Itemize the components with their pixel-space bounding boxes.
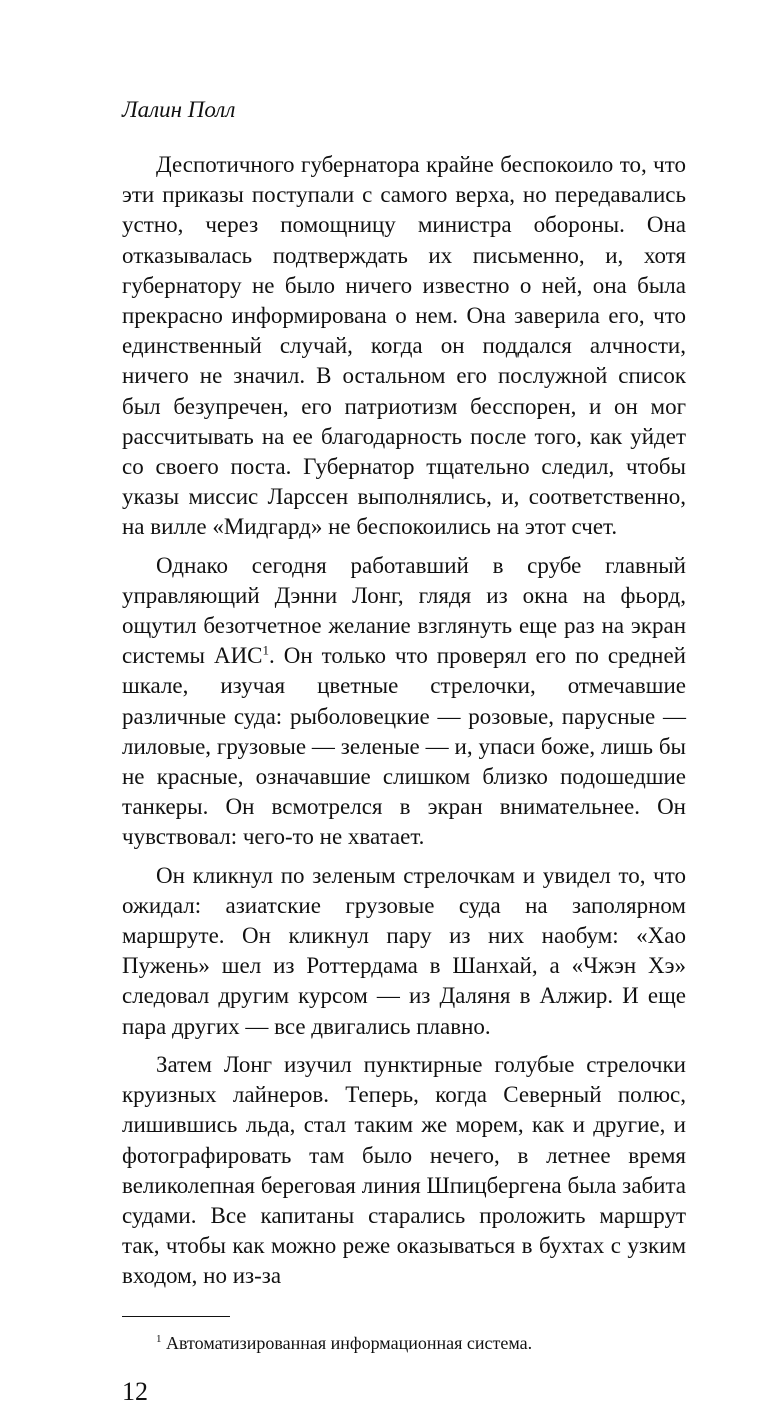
paragraph-2-text-start: Однако сегодня работавший в срубе главный управляющий Дэнни Лонг, глядя из окна на фьорд, ощутил безотчетное желание взглянуть еще раз на экран системы АИС: [122, 552, 686, 669]
footnote-mark: 1: [156, 1332, 162, 1345]
running-title: Лалин Полл: [122, 97, 236, 122]
paragraph-2: [122, 551, 686, 853]
paragraph-3: Он кликнул по зеленым стрелочкам и увидел то, что ожидал: азиатские грузовые суда на заполярном маршруте. Он кликнул пару из них наобум: «Хао Пужень» шел из Роттердама в Шанхай, а «Чжэн Хэ» следовал другим курсом — из Даляня в Алжир. И еще пара других — все двигались плавно.: [122, 862, 686, 1039]
paragraph-1: Деспотичного губернатора крайне беспокоило то, что эти приказы поступали с самого верха, но передавались устно, через помощницу министра обороны. Она отказывалась подтверждать их письменно, и, хотя губернатору не было ничего известно о ней, она была прекрасно информирована о нем. Она заверила его, что единственный случай, когда он поддался алчности, ничего не значил. В остальном его послужной список был безупречен, его патриотизм бесспорен, и он мог рассчитывать на ее благодарность после того, как уйдет со своего поста. Губернатор тщательно следил, чтобы указы миссис Ларссен выполнялись, и, соответственно, на вилле «Мидгард» не беспокоились на этот счет.: [122, 152, 686, 540]
page-number: 12: [122, 1376, 148, 1406]
book-page: [122, 96, 686, 1407]
footnote-text: Автоматизированная информационная система.: [161, 1332, 533, 1353]
footnote-divider: [122, 1316, 230, 1317]
footnote-1: [122, 1331, 686, 1355]
footnote-reference: 1: [262, 642, 270, 658]
paragraph-4: Затем Лонг изучил пунктирные голубые стрелочки круизных лайнеров. Теперь, когда Северный полюс, лишившись льда, стал таким же морем, как и другие, и фотографировать там было нечего, в летнее время великолепная береговая линия Шпицбергена была забита судами. Все капитаны старались проложить маршрут так, чтобы как можно реже оказываться в бухтах с узким входом, но из-за: [122, 1051, 686, 1289]
paragraph-2-text-end: . Он только что проверял его по средней шкале, изучая цветные стрелочки, отмечавшие различные суда: рыболовецкие — розовые, парусные — лиловые, грузовые — зеленые — и, упаси боже, лишь бы не красные, означавшие слишком близко подошедшие танкеры. Он всмотрелся в экран внимательнее. Он чувствовал: чего-то не хватает.: [122, 643, 686, 850]
